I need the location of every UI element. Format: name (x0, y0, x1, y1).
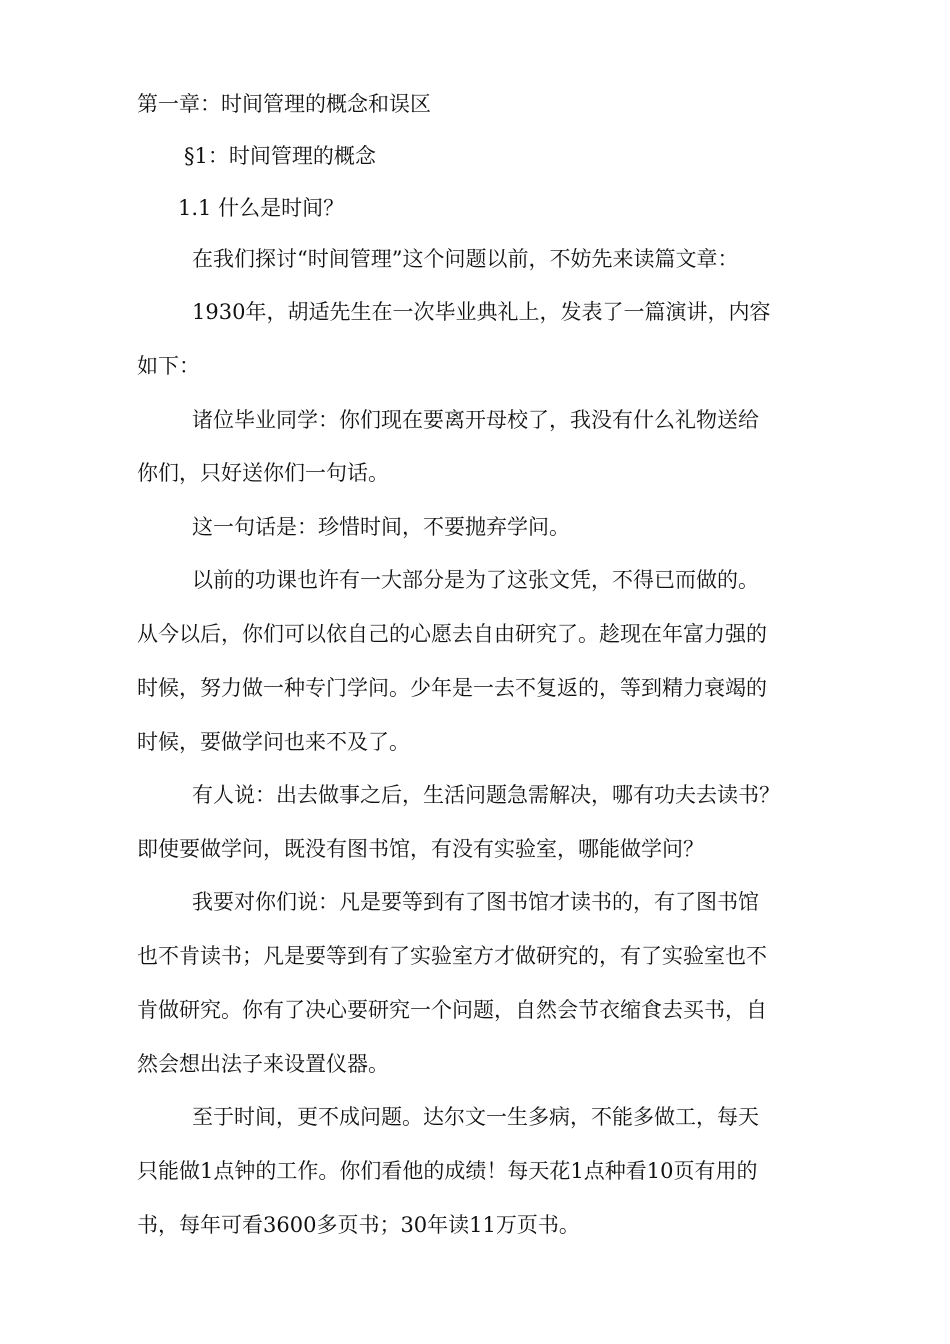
section-title: §1：时间管理的概念 (184, 144, 376, 168)
paragraph-line: 从今以后，你们可以依自己的心愿去自由研究了。趁现在年富力强的 (137, 622, 767, 646)
paragraph-line: 时候，努力做一种专门学问。少年是一去不复返的，等到精力衰竭的 (137, 676, 767, 700)
paragraph-line: 诸位毕业同学：你们现在要离开母校了，我没有什么礼物送给 (192, 408, 759, 432)
paragraph-line: 时候，要做学问也来不及了。 (137, 730, 410, 754)
paragraph-line: 也不肯读书；凡是要等到有了实验室方才做研究的，有了实验室也不 (137, 944, 767, 968)
chapter-title: 第一章：时间管理的概念和误区 (137, 92, 431, 116)
paragraph-line: 1930年，胡适先生在一次毕业典礼上，发表了一篇演讲，内容 (192, 300, 771, 324)
paragraph-line: 即使要做学问，既没有图书馆，有没有实验室，哪能做学问？ (137, 837, 704, 861)
paragraph-line: 书，每年可看3600多页书；30年读11万页书。 (137, 1213, 580, 1237)
paragraph-line: 只能做1点钟的工作。你们看他的成绩！每天花1点种看10页有用的 (137, 1159, 758, 1183)
paragraph-line: 然会想出法子来设置仪器。 (137, 1052, 389, 1076)
paragraph-line: 这一句话是：珍惜时间，不要抛弃学问。 (192, 515, 570, 539)
paragraph-line: 我要对你们说：凡是要等到有了图书馆才读书的，有了图书馆 (192, 890, 759, 914)
paragraph-line: 你们，只好送你们一句话。 (137, 461, 389, 485)
paragraph-line: 以前的功课也许有一大部分是为了这张文凭，不得已而做的。 (192, 568, 759, 592)
paragraph-line: 如下： (137, 354, 200, 378)
paragraph-line: 在我们探讨“时间管理”这个问题以前，不妨先来读篇文章： (192, 247, 739, 271)
subsection-title: 1.1 什么是时间？ (178, 196, 345, 220)
paragraph-line: 肯做研究。你有了决心要研究一个问题，自然会节衣缩食去买书，自 (137, 998, 767, 1022)
paragraph-line: 有人说：出去做事之后，生活问题急需解决，哪有功夫去读书？ (192, 783, 780, 807)
paragraph-line: 至于时间，更不成问题。达尔文一生多病，不能多做工，每天 (192, 1105, 759, 1129)
